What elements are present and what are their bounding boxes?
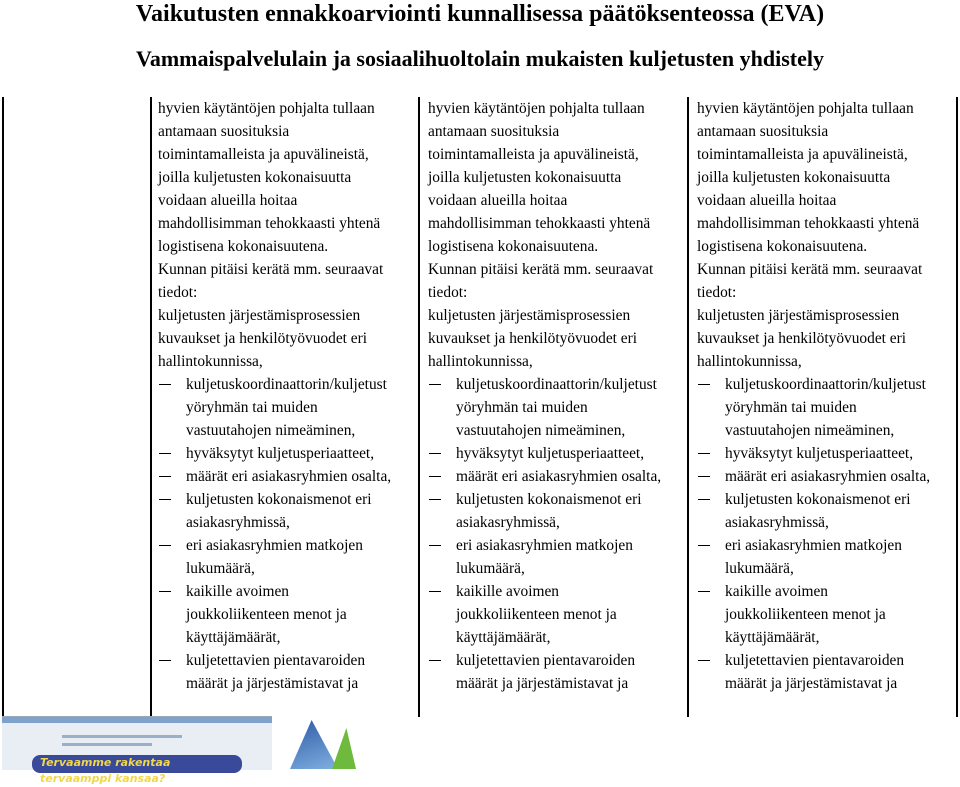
- footer-thumbnail: [2, 716, 272, 785]
- bullet-list: [428, 373, 685, 695]
- column-intro: [158, 97, 416, 373]
- text-line: kaikille avoimen: [456, 583, 560, 600]
- dash-bullet-icon: [429, 499, 441, 500]
- text-line: käyttäjämäärät,: [725, 629, 820, 646]
- list-item: [428, 580, 685, 649]
- text-line: yöryhmän tai muiden: [725, 399, 857, 416]
- text-line: määrät ja järjestämistavat ja: [456, 675, 629, 692]
- list-item: [158, 649, 416, 695]
- page-title: Vaikutusten ennakkoarviointi kunnallisessa päätöksenteossa (EVA): [135, 1, 825, 27]
- text-line: käyttäjämäärät,: [186, 629, 281, 646]
- list-item: [428, 373, 685, 442]
- list-item: [158, 488, 416, 534]
- dash-bullet-icon: [698, 660, 710, 661]
- footer-banner: Tervaamme rakentaa tervaamppi kansaa?: [32, 755, 242, 773]
- text-line: kaikille avoimen: [725, 583, 829, 600]
- text-line: kaikille avoimen: [186, 583, 290, 600]
- list-item: [158, 534, 416, 580]
- dash-bullet-icon: [429, 591, 441, 592]
- thumbnail-titlebar: [2, 717, 272, 723]
- text-line: hallintokunnissa,: [428, 353, 533, 370]
- text-line: kuljetuskoordinaattorin/kuljetust: [725, 376, 926, 393]
- text-line: kuljetusten järjestämisprosessien: [697, 307, 900, 324]
- text-line: kuvaukset ja henkilötyövuodet eri: [428, 330, 638, 347]
- text-line: Kunnan pitäisi kerätä mm. seuraavat: [428, 261, 654, 278]
- text-line: joukkoliikenteen menot ja: [725, 606, 886, 623]
- text-line: kuljetusten kokonaismenot eri: [456, 491, 642, 508]
- text-line: hallintokunnissa,: [158, 353, 263, 370]
- text-line: toimintamalleista ja apuvälineistä,: [697, 146, 908, 163]
- list-item: [697, 534, 955, 580]
- text-line: käyttäjämäärät,: [456, 629, 551, 646]
- text-column-1: [158, 97, 416, 695]
- text-line: asiakasryhmissä,: [186, 514, 290, 531]
- text-line: mahdollisimman tehokkaasti yhtenä: [697, 215, 920, 232]
- text-line: tiedot:: [697, 284, 737, 301]
- text-line: hyväksytyt kuljetusperiaatteet,: [186, 445, 375, 462]
- dash-bullet-icon: [698, 499, 710, 500]
- text-column-2: [428, 97, 685, 695]
- text-line: kuljetuskoordinaattorin/kuljetust: [186, 376, 387, 393]
- dash-bullet-icon: [429, 476, 441, 477]
- list-item: [428, 442, 685, 465]
- text-line: voidaan alueilla hoitaa: [697, 192, 837, 209]
- text-line: kuljetuskoordinaattorin/kuljetust: [456, 376, 657, 393]
- text-line: joilla kuljetusten kokonaisuutta: [697, 169, 891, 186]
- thumbnail-line: [62, 743, 152, 746]
- text-line: hyväksytyt kuljetusperiaatteet,: [456, 445, 645, 462]
- dash-bullet-icon: [698, 476, 710, 477]
- text-line: määrät eri asiakasryhmien osalta,: [725, 468, 931, 485]
- dash-bullet-icon: [698, 545, 710, 546]
- text-line: kuvaukset ja henkilötyövuodet eri: [697, 330, 907, 347]
- column-intro: [428, 97, 685, 373]
- column-divider: [418, 97, 420, 717]
- list-item: [697, 442, 955, 465]
- text-line: asiakasryhmissä,: [456, 514, 560, 531]
- text-line: joukkoliikenteen menot ja: [456, 606, 617, 623]
- column-divider: [687, 97, 689, 717]
- text-line: lukumäärä,: [186, 560, 255, 577]
- text-line: Kunnan pitäisi kerätä mm. seuraavat: [158, 261, 384, 278]
- list-item: [697, 649, 955, 695]
- text-line: toimintamalleista ja apuvälineistä,: [428, 146, 639, 163]
- text-line: vastuutahojen nimeäminen,: [456, 422, 626, 439]
- dash-bullet-icon: [159, 660, 171, 661]
- dash-bullet-icon: [429, 384, 441, 385]
- dash-bullet-icon: [159, 476, 171, 477]
- text-line: eri asiakasryhmien matkojen: [725, 537, 902, 554]
- text-line: logistisena kokonaisuutena.: [428, 238, 599, 255]
- text-line: vastuutahojen nimeäminen,: [186, 422, 356, 439]
- text-column-3: [697, 97, 955, 695]
- text-line: kuljetettavien pientavaroiden: [456, 652, 636, 669]
- text-line: yöryhmän tai muiden: [456, 399, 588, 416]
- list-item: [158, 580, 416, 649]
- list-item: [428, 465, 685, 488]
- bullet-list: [697, 373, 955, 695]
- list-item: [428, 649, 685, 695]
- text-line: kuljetusten järjestämisprosessien: [428, 307, 631, 324]
- list-item: [158, 465, 416, 488]
- text-line: kuljetusten kokonaismenot eri: [725, 491, 911, 508]
- bullet-list: [158, 373, 416, 695]
- logo-leaf-icon: [332, 728, 356, 769]
- text-line: kuljetusten kokonaismenot eri: [186, 491, 372, 508]
- text-line: tiedot:: [158, 284, 198, 301]
- text-line: hyvien käytäntöjen pohjalta tullaan: [428, 100, 645, 117]
- text-line: logistisena kokonaisuutena.: [158, 238, 329, 255]
- text-line: hyvien käytäntöjen pohjalta tullaan: [158, 100, 375, 117]
- list-item: [158, 442, 416, 465]
- dash-bullet-icon: [429, 453, 441, 454]
- list-item: [697, 373, 955, 442]
- text-line: toimintamalleista ja apuvälineistä,: [158, 146, 369, 163]
- dash-bullet-icon: [698, 591, 710, 592]
- text-line: lukumäärä,: [725, 560, 794, 577]
- text-line: kuvaukset ja henkilötyövuodet eri: [158, 330, 368, 347]
- text-line: voidaan alueilla hoitaa: [428, 192, 568, 209]
- text-line: kuljetusten järjestämisprosessien: [158, 307, 361, 324]
- text-line: lukumäärä,: [456, 560, 525, 577]
- text-line: määrät ja järjestämistavat ja: [725, 675, 898, 692]
- text-line: määrät eri asiakasryhmien osalta,: [456, 468, 662, 485]
- text-line: joukkoliikenteen menot ja: [186, 606, 347, 623]
- text-line: joilla kuljetusten kokonaisuutta: [158, 169, 352, 186]
- column-divider: [150, 97, 152, 717]
- text-line: mahdollisimman tehokkaasti yhtenä: [428, 215, 651, 232]
- text-line: määrät ja järjestämistavat ja: [186, 675, 359, 692]
- text-line: mahdollisimman tehokkaasti yhtenä: [158, 215, 381, 232]
- text-line: hallintokunnissa,: [697, 353, 802, 370]
- dash-bullet-icon: [429, 545, 441, 546]
- dash-bullet-icon: [159, 384, 171, 385]
- dash-bullet-icon: [159, 453, 171, 454]
- logo-triangle-icon: [290, 720, 338, 769]
- column-divider: [956, 97, 958, 717]
- list-item: [158, 373, 416, 442]
- text-line: hyväksytyt kuljetusperiaatteet,: [725, 445, 914, 462]
- text-line: Kunnan pitäisi kerätä mm. seuraavat: [697, 261, 923, 278]
- text-line: antamaan suosituksia: [428, 123, 560, 140]
- page-subtitle: Vammaispalvelulain ja sosiaalihuoltolain mukaisten kuljetusten yhdistely: [135, 46, 825, 71]
- dash-bullet-icon: [159, 545, 171, 546]
- list-item: [697, 488, 955, 534]
- list-item: [428, 488, 685, 534]
- list-item: [697, 580, 955, 649]
- text-line: kuljetettavien pientavaroiden: [725, 652, 905, 669]
- dash-bullet-icon: [698, 453, 710, 454]
- text-line: kuljetettavien pientavaroiden: [186, 652, 366, 669]
- text-line: joilla kuljetusten kokonaisuutta: [428, 169, 622, 186]
- text-line: tiedot:: [428, 284, 468, 301]
- dash-bullet-icon: [698, 384, 710, 385]
- text-line: eri asiakasryhmien matkojen: [456, 537, 633, 554]
- text-line: yöryhmän tai muiden: [186, 399, 318, 416]
- text-line: voidaan alueilla hoitaa: [158, 192, 298, 209]
- column-divider: [2, 97, 4, 717]
- text-line: asiakasryhmissä,: [725, 514, 829, 531]
- text-line: hyvien käytäntöjen pohjalta tullaan: [697, 100, 914, 117]
- list-item: [697, 465, 955, 488]
- thumbnail-line: [62, 735, 182, 738]
- list-item: [428, 534, 685, 580]
- dash-bullet-icon: [159, 591, 171, 592]
- text-line: eri asiakasryhmien matkojen: [186, 537, 363, 554]
- text-line: logistisena kokonaisuutena.: [697, 238, 868, 255]
- text-line: antamaan suosituksia: [697, 123, 829, 140]
- text-line: vastuutahojen nimeäminen,: [725, 422, 895, 439]
- dash-bullet-icon: [159, 499, 171, 500]
- column-intro: [697, 97, 955, 373]
- text-line: määrät eri asiakasryhmien osalta,: [186, 468, 392, 485]
- text-line: antamaan suosituksia: [158, 123, 290, 140]
- dash-bullet-icon: [429, 660, 441, 661]
